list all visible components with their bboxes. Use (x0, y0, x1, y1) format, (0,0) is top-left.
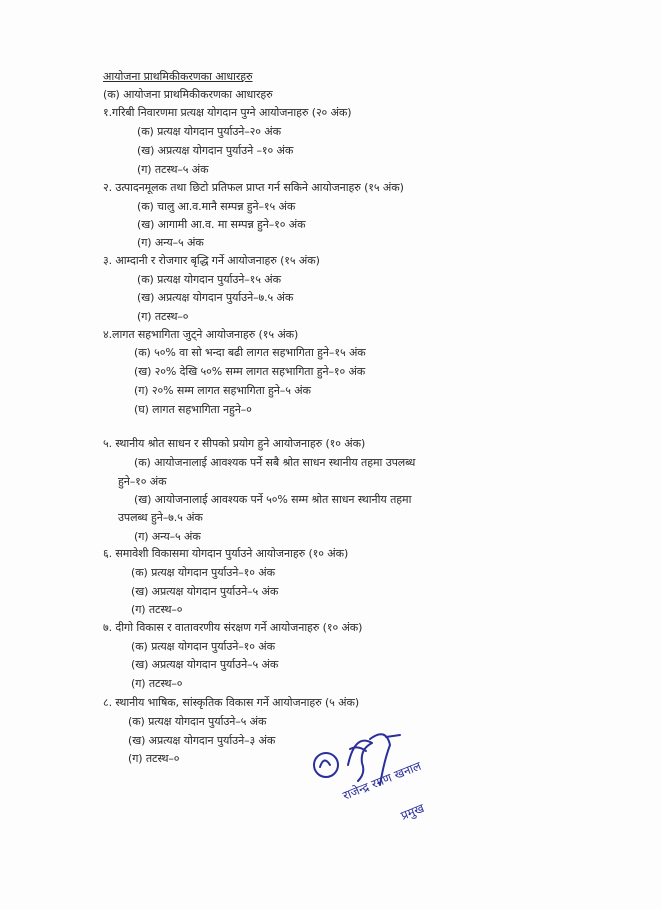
section-7-heading: ७. दीगो विकास र वातावरणीय संरक्षण गर्ने आयोजनाहरु (१० अंक) (103, 621, 363, 634)
section-5-item-kha: (ख) आयोजनालाई आवश्यक पर्ने ५०% सम्म श्रोत साधन स्थानीय तहमा (134, 493, 412, 506)
section-3-item-ga: (ग) तटस्थ–० (137, 310, 189, 323)
section-4-item-ka: (क) ५०% वा सो भन्दा बढी लागत सहभागिता हुने–१५ अंक (134, 346, 366, 359)
section-2-heading: २. उत्पादनमूलक तथा छिटो प्रतिफल प्राप्त गर्न सकिने आयोजनाहरु (१५ अंक) (103, 181, 404, 194)
section-5-heading: ५. स्थानीय श्रोत साधन र सीपको प्रयोग हुने आयोजनाहरु (१० अंक) (103, 437, 366, 450)
section-7-item-ga: (ग) तटस्थ–० (131, 677, 183, 690)
section-5-item-kha-cont: उपलब्ध हुने–७.५ अंक (118, 511, 203, 524)
section-7-item-kha: (ख) अप्रत्यक्ष योगदान पुर्याउने–५ अंक (131, 658, 279, 671)
section-3-item-ka: (क) प्रत्यक्ष योगदान पुर्याउने–१५ अंक (137, 273, 281, 286)
section-6-item-kha: (ख) अप्रत्यक्ष योगदान पुर्याउने–५ अंक (131, 585, 279, 598)
section-5-item-ga: (ग) अन्य–५ अंक (134, 530, 201, 543)
section-8-heading: ८. स्थानीय भाषिक, सांस्कृतिक विकास गर्ने आयोजनाहरु (५ अंक) (103, 696, 360, 709)
section-4-item-ga: (ग) २०% सम्म लागत सहभागिता हुने–५ अंक (134, 384, 311, 397)
document-subtitle: (क) आयोजना प्राथमिकीकरणका आधारहरु (103, 88, 273, 101)
signatory-name: राजेन्द्र रमण खनाल (340, 758, 424, 803)
section-4-item-gha: (घ) लागत सहभागिता नहुने–० (134, 403, 252, 416)
section-6-heading: ६. समावेशी विकासमा योगदान पुर्याउने आयोजनाहरु (१० अंक) (103, 547, 349, 560)
section-7-item-ka: (क) प्रत्यक्ष योगदान पुर्याउने–१० अंक (131, 640, 275, 653)
section-8-item-ga: (ग) तटस्थ–० (128, 752, 180, 765)
section-2-item-ga: (ग) अन्य–५ अंक (137, 236, 204, 249)
section-2-item-ka: (क) चालु आ.व.मानै सम्पन्न हुने–१५ अंक (137, 200, 296, 213)
section-4-heading: ४.लागत सहभागिता जुट्ने आयोजनाहरु (१५ अंक) (103, 328, 299, 341)
section-5-item-ka: (क) आयोजनालाई आवश्यक पर्ने सबै श्रोत साधन स्थानीय तहमा उपलब्ध (134, 456, 416, 469)
signatory-designation: प्रमुख (398, 800, 427, 823)
section-3-item-kha: (ख) अप्रत्यक्ष योगदान पुर्याउने–७.५ अंक (137, 291, 294, 304)
section-2-item-kha: (ख) आगामी आ.व. मा सम्पन्न हुने–१० अंक (137, 218, 306, 231)
document-title: आयोजना प्राथमिकीकरणका आधारहरु (103, 70, 253, 83)
section-8-item-kha: (ख) अप्रत्यक्ष योगदान पुर्याउने–३ अंक (128, 734, 276, 747)
section-4-item-kha: (ख) २०% देखि ५०% सम्म लागत सहभागिता हुने–१० अंक (134, 365, 366, 378)
section-6-item-ga: (ग) तटस्थ–० (131, 603, 183, 616)
section-5-item-ka-cont: हुने–१० अंक (118, 475, 167, 488)
section-6-item-ka: (क) प्रत्यक्ष योगदान पुर्याउने–१० अंक (131, 566, 275, 579)
section-1-heading: १.गरिबी निवारणमा प्रत्यक्ष योगदान पुग्ने आयोजनाहरु (२० अंक) (103, 106, 352, 119)
section-1-item-ga: (ग) तटस्थ–५ अंक (137, 163, 209, 176)
section-1-item-kha: (ख) अप्रत्यक्ष योगदान पुर्याउने –१० अंक (137, 144, 294, 157)
section-8-item-ka: (क) प्रत्यक्ष योगदान पुर्याउने–५ अंक (128, 715, 267, 728)
section-1-item-ka: (क) प्रत्यक्ष योगदान पुर्याउने–२० अंक (137, 125, 281, 138)
section-3-heading: ३. आम्दानी र रोजगार बृद्धि गर्ने आयोजनाहरु (१५ अंक) (103, 254, 320, 267)
